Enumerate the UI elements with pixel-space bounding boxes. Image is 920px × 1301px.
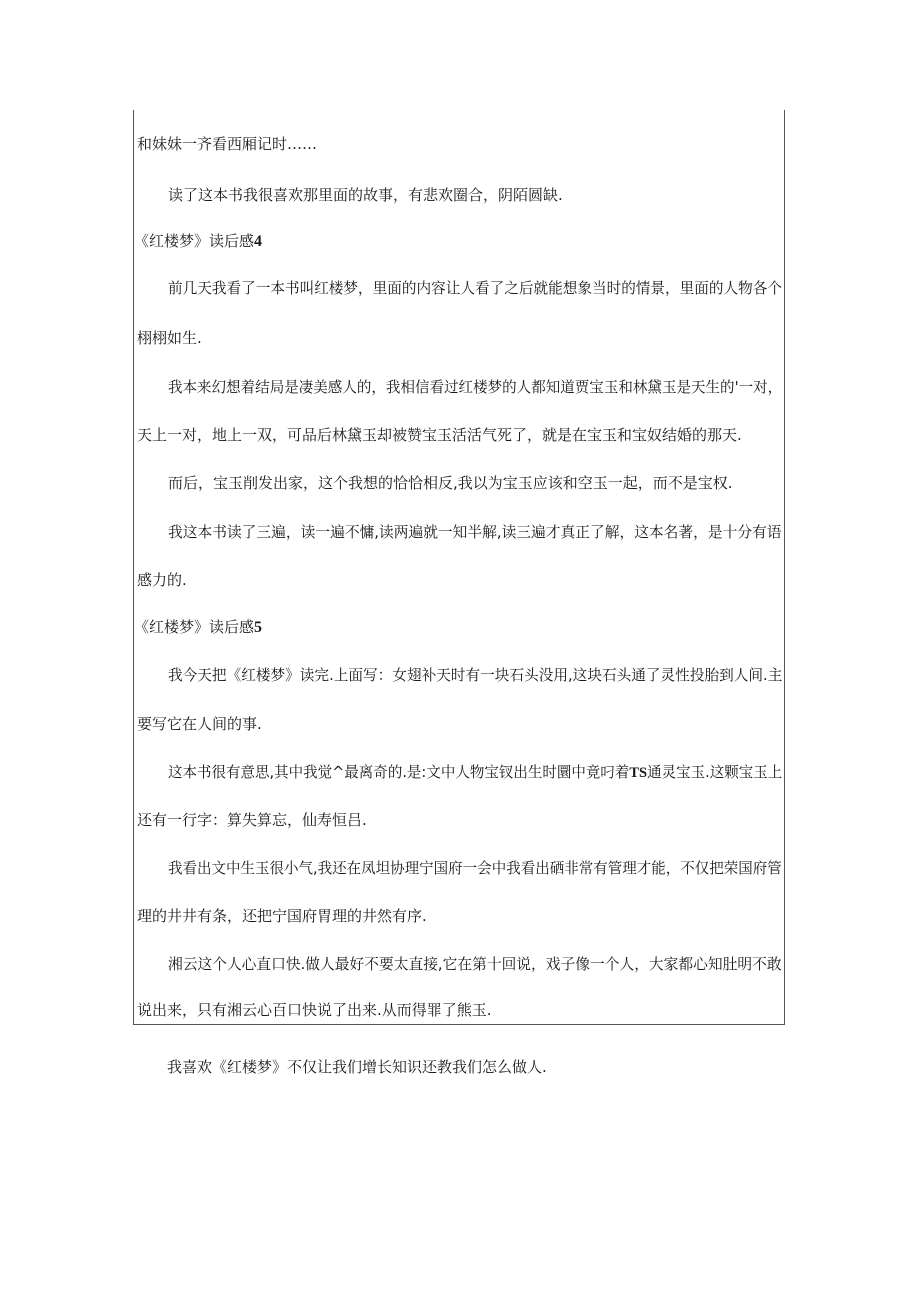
paragraph-line: 栩栩如生. — [137, 329, 202, 347]
essay-heading-4 — [134, 231, 262, 252]
heading-prefix: 《红楼梦》读后感 — [134, 618, 255, 636]
paragraph-line: 我今天把《红楼梦》读完.上面写：女翅补天时有一块石头没用,这块石头通了灵性投胎到人间.主 — [168, 666, 783, 684]
paragraph-line: 我看出文中生玉很小气,我还在凤坦协理宁国府一会中我看出硒非常有管理才能，不仅把荣国府管 — [168, 859, 782, 877]
paragraph-line: 而后，宝玉削发出家，这个我想的恰恰相反,我以为宝玉应该和空玉一起，而不是宝权. — [168, 474, 733, 492]
heading-number: 4 — [254, 233, 263, 250]
paragraph-line: 天上一对，地上一双，可品后林黛玉却被赞宝玉活活气死了，就是在宝玉和宝奴结婚的那天. — [137, 426, 742, 444]
paragraph-line — [168, 762, 782, 783]
essay-heading-5 — [134, 617, 262, 638]
line-segment: 这本书很有意思,其中我觉^最离奇的.是:文中人物宝钗出生时圜中竟叼着 — [168, 763, 630, 781]
line-segment: 通灵宝玉.这颗宝玉上 — [647, 763, 783, 781]
paragraph-line: 我这本书读了三遍，读一遍不慵,读两遍就一知半解,读三遍才真正了解，这本名著，是十分有语 — [168, 523, 782, 541]
paragraph-line: 和妹妹一齐看西厢记时…… — [137, 135, 318, 153]
bordered-text-box — [133, 110, 785, 1025]
paragraph-line: 读了这本书我很喜欢那里面的故事，有悲欢圈合，阴陌圆缺. — [168, 186, 563, 204]
heading-prefix: 《红楼梦》读后感 — [134, 232, 255, 250]
closing-paragraph: 我喜欢《红楼梦》不仅让我们增长知识还教我们怎么做人. — [167, 1058, 547, 1076]
paragraph-line: 湘云这个人心直口快.做人最好不要太直接,它在第十回说，戏子像一个人，大家都心知肚明不敢 — [168, 955, 782, 973]
paragraph-line: 感力的. — [137, 571, 187, 589]
paragraph-line: 要写它在人间的事. — [137, 715, 262, 733]
paragraph-line: 我本来幻想着结局是凄美感人的，我相信看过红楼梦的人都知道贾宝玉和林黛玉是天生的'一对， — [168, 378, 783, 396]
paragraph-line: 前几天我看了一本书叫红楼梦，里面的内容让人看了之后就能想象当时的情景，里面的人物各个 — [168, 279, 783, 297]
paragraph-line: 说出来，只有湘云心百口快说了出来.从而得罪了熊玉. — [137, 1001, 492, 1019]
paragraph-line: 还有一行字：算失算忘，仙寿恒吕. — [137, 811, 367, 829]
heading-number: 5 — [254, 619, 263, 636]
paragraph-line: 理的井井有条，还把宁国府胃理的井然有序. — [137, 907, 427, 925]
line-segment-latin: TS — [629, 765, 648, 781]
